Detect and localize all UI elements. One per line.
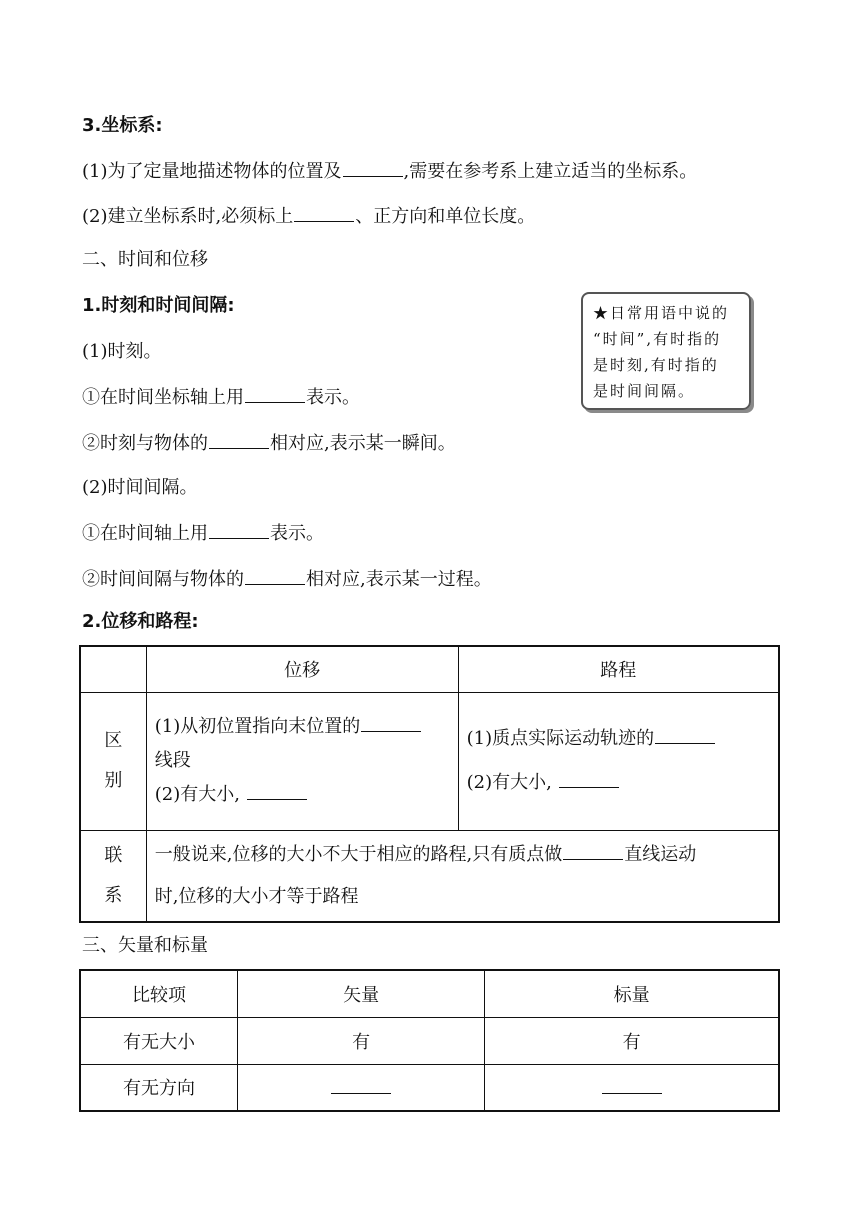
vector-direction-cell xyxy=(238,1064,485,1111)
text: 相对应,表示某一瞬间。 xyxy=(270,433,456,454)
section-heading-coordinate-system: 3.坐标系: xyxy=(82,115,163,136)
fill-blank[interactable] xyxy=(331,1075,391,1094)
scalar-magnitude-cell: 有 xyxy=(485,1017,779,1064)
interval-item-2 xyxy=(82,566,492,592)
subheading-displacement-path: 2.位移和路程: xyxy=(82,611,199,632)
text: (2)有大小, xyxy=(466,772,552,793)
part-heading-vector-scalar: 三、矢量和标量 xyxy=(82,935,208,956)
relation-line-2: 时,位移的大小才等于路程 xyxy=(154,885,359,907)
column-header-vector: 矢量 xyxy=(238,970,485,1017)
table-row xyxy=(80,1064,779,1111)
moment-label: (1)时刻。 xyxy=(82,341,162,362)
paragraph-coordinate-1 xyxy=(82,158,697,184)
interval-label: (2)时间间隔。 xyxy=(82,477,198,498)
table-row xyxy=(80,646,779,692)
text: ①在时间坐标轴上用 xyxy=(82,387,244,408)
text: ②时刻与物体的 xyxy=(82,433,208,454)
displacement-line-2: 线段 xyxy=(154,750,191,771)
empty-cell xyxy=(80,646,146,692)
fill-blank[interactable] xyxy=(361,713,421,732)
row-label-direction: 有无方向 xyxy=(80,1064,238,1111)
text: 相对应,表示某一过程。 xyxy=(306,569,492,590)
fill-blank[interactable] xyxy=(559,769,619,788)
fill-blank[interactable] xyxy=(247,781,307,800)
note-line-1: ★日常用语中说的 xyxy=(593,304,730,322)
table-row xyxy=(80,970,779,1017)
fill-blank[interactable] xyxy=(602,1075,662,1094)
column-header-path: 路程 xyxy=(458,646,779,692)
displacement-description xyxy=(146,692,458,830)
paragraph-coordinate-2 xyxy=(82,203,535,229)
text: 表示。 xyxy=(270,523,324,544)
fill-blank[interactable] xyxy=(245,384,305,403)
fill-blank[interactable] xyxy=(655,725,715,744)
text: (1)为了定量地描述物体的位置及 xyxy=(82,161,342,182)
table-row xyxy=(80,692,779,830)
note-line-4: 是时间间隔。 xyxy=(593,382,696,400)
interval-item-1 xyxy=(82,520,324,546)
note-line-3: 是时刻,有时指的 xyxy=(593,356,719,374)
column-header-comparison: 比较项 xyxy=(80,970,238,1017)
scalar-direction-cell xyxy=(485,1064,779,1111)
text: (2)建立坐标系时,必须标上 xyxy=(82,206,294,227)
fill-blank[interactable] xyxy=(294,203,354,222)
text: 一般说来,位移的大小不大于相应的路程,只有质点做 xyxy=(154,843,563,865)
relation-description xyxy=(146,830,779,922)
path-line-1 xyxy=(467,717,778,761)
label-char: 系 xyxy=(104,884,123,906)
relation-line-1 xyxy=(155,834,778,876)
row-label-difference xyxy=(80,692,146,830)
label-char: 区 xyxy=(104,730,123,751)
fill-blank[interactable] xyxy=(209,430,269,449)
displacement-line-3 xyxy=(155,778,458,812)
text: ①在时间轴上用 xyxy=(82,523,208,544)
fill-blank[interactable] xyxy=(343,158,403,177)
column-header-displacement: 位移 xyxy=(146,646,458,692)
displacement-path-table xyxy=(79,645,780,923)
column-header-scalar: 标量 xyxy=(485,970,779,1017)
text: (1)从初位置指向末位置的 xyxy=(154,716,361,737)
fill-blank[interactable] xyxy=(245,566,305,585)
text: (2)有大小, xyxy=(154,784,240,805)
text: 、正方向和单位长度。 xyxy=(355,206,536,227)
text: 直线运动 xyxy=(624,843,697,865)
row-label-magnitude: 有无大小 xyxy=(80,1017,238,1064)
subheading-moment-interval: 1.时刻和时间间隔: xyxy=(82,295,235,316)
path-line-2 xyxy=(467,761,778,805)
table-row xyxy=(80,830,779,922)
displacement-line-1 xyxy=(155,710,458,744)
side-note-box xyxy=(581,292,751,410)
text: ②时间间隔与物体的 xyxy=(82,569,244,590)
label-char: 联 xyxy=(104,844,123,866)
text: ,需要在参考系上建立适当的坐标系。 xyxy=(403,161,698,182)
vector-magnitude-cell: 有 xyxy=(238,1017,485,1064)
table-row xyxy=(80,1017,779,1064)
fill-blank[interactable] xyxy=(563,841,623,860)
part-heading-time-displacement: 二、时间和位移 xyxy=(82,249,208,270)
text: (1)质点实际运动轨迹的 xyxy=(466,728,655,749)
moment-item-1 xyxy=(82,384,360,410)
text: 表示。 xyxy=(306,387,360,408)
vector-scalar-table xyxy=(79,969,780,1112)
label-char: 别 xyxy=(104,770,123,791)
note-line-2: “时间”,有时指的 xyxy=(593,330,722,348)
fill-blank[interactable] xyxy=(209,520,269,539)
moment-item-2 xyxy=(82,430,456,456)
path-description xyxy=(458,692,779,830)
row-label-relation xyxy=(80,830,146,922)
